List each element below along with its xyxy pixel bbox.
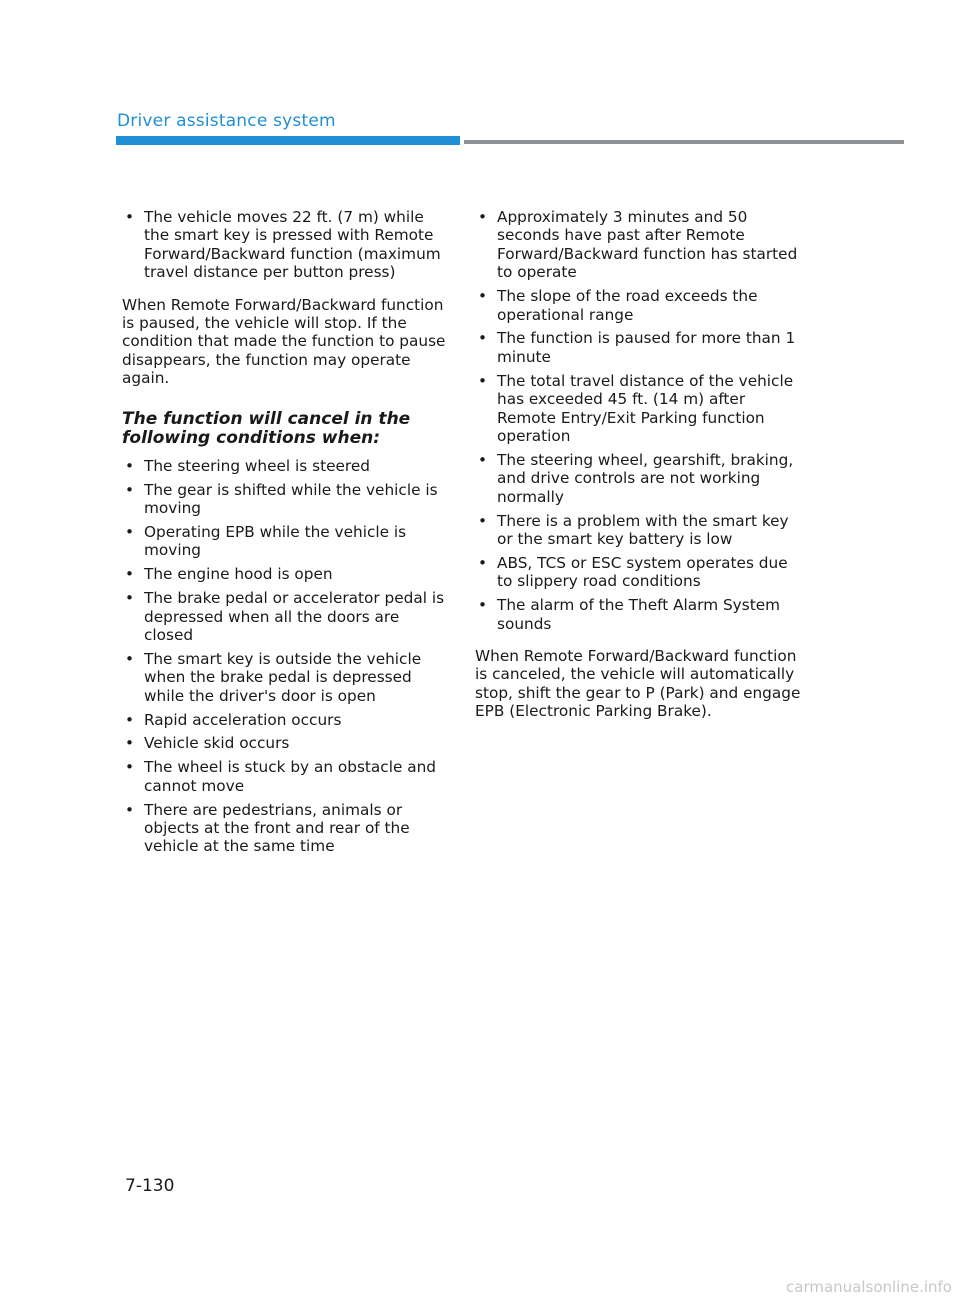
watermark-text: carmanualsonline.info [786,1278,952,1296]
list-item: • Operating EPB while the vehicle is moving [122,523,452,560]
list-item: • The steering wheel is steered [122,457,452,475]
right-column [475,208,805,721]
list-item: • Approximately 3 minutes and 50 seconds have past after Remote Forward/Backward function has started to operate [475,208,805,282]
list-item: • The brake pedal or accelerator pedal is depressed when all the doors are closed [122,589,452,644]
paused-paragraph: When Remote Forward/Backward function is paused, the vehicle will stop. If the condition that made the function to pause disappears, the function may operate again. [122,295,446,388]
canceled-paragraph: When Remote Forward/Backward function is canceled, the vehicle will automatically stop, shift the gear to P (Park) and engage EPB (Electronic Parking Brake). [475,647,801,721]
list-item: • Vehicle skid occurs [122,734,452,752]
intro-bullet-list [122,208,452,282]
list-item: • The alarm of the Theft Alarm System sounds [475,596,805,633]
list-item: • The slope of the road exceeds the operational range [475,287,805,324]
page-number: 7-130 [125,1176,175,1196]
list-item: • The vehicle moves 22 ft. (7 m) while the smart key is pressed with Remote Forward/Backward function (maximum travel distance per button press) [122,208,452,282]
list-item: • The total travel distance of the vehicle has exceeded 45 ft. (14 m) after Remote Entry/Exit Parking function operation [475,372,805,446]
list-item: • The engine hood is open [122,565,452,583]
right-bullet-list [475,208,805,633]
header-accent-bar [116,136,460,145]
list-item: • The smart key is outside the vehicle when the brake pedal is depressed while the driver's door is open [122,650,452,705]
list-item: • The gear is shifted while the vehicle is moving [122,481,452,518]
list-item: • The wheel is stuck by an obstacle and cannot move [122,758,452,795]
list-item: • There are pedestrians, animals or objects at the front and rear of the vehicle at the same time [122,801,452,856]
left-column [122,208,452,861]
list-item: • ABS, TCS or ESC system operates due to slippery road conditions [475,554,805,591]
cancel-bullet-list [122,457,452,856]
list-item: • The steering wheel, gearshift, braking, and drive controls are not working normally [475,451,805,506]
list-item: • The function is paused for more than 1 minute [475,329,805,366]
list-item: • There is a problem with the smart key or the smart key battery is low [475,512,805,549]
cancel-conditions-heading: The function will cancel in the following conditions when: [122,408,411,448]
header-rule [464,140,904,144]
list-item: • Rapid acceleration occurs [122,711,452,729]
section-title: Driver assistance system [117,111,336,131]
